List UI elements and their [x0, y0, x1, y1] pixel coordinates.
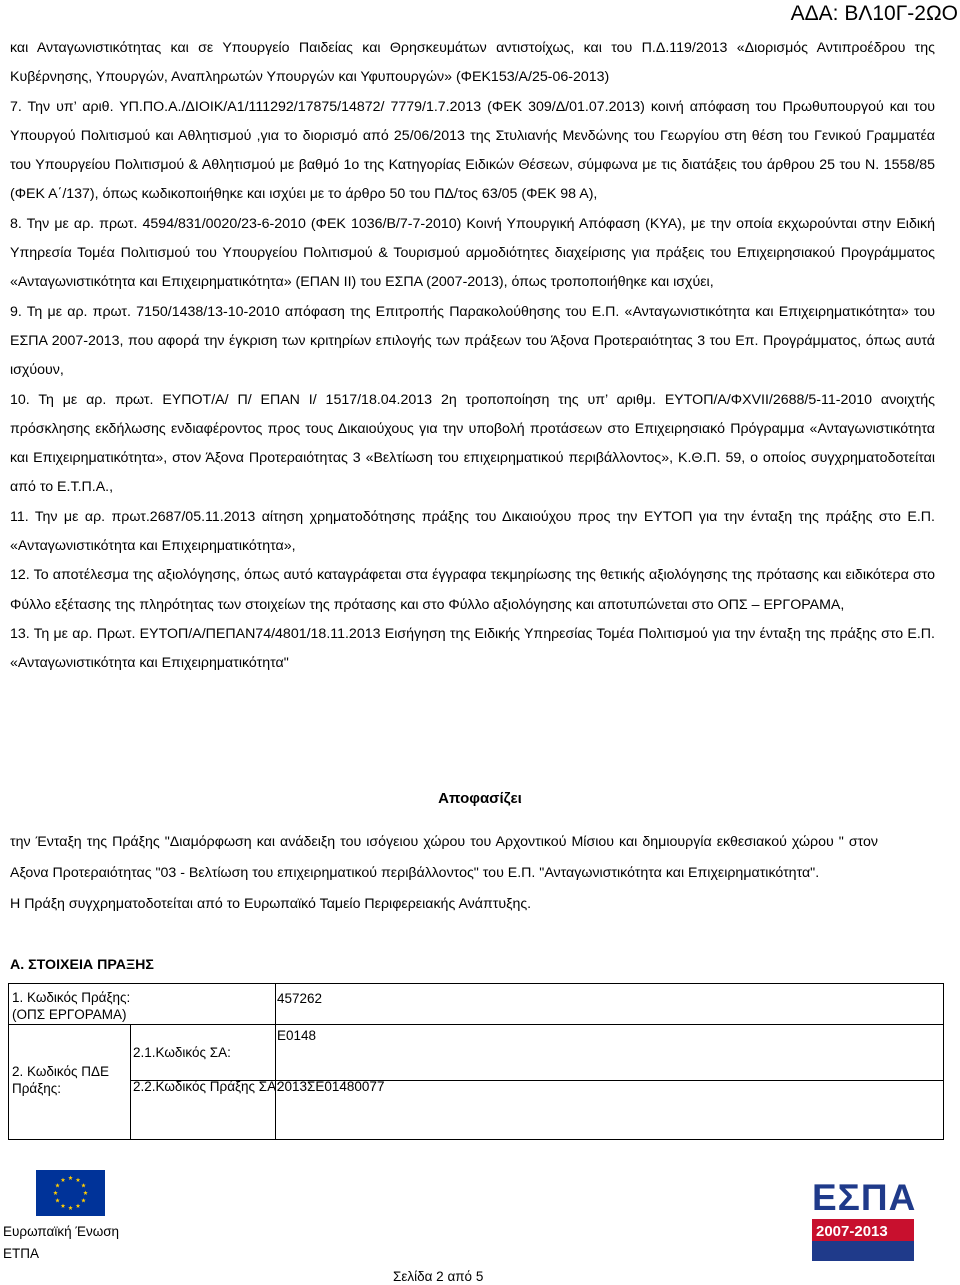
paragraph-13: 13. Τη με αρ. Πρωτ. ΕΥΤΟΠ/Α/ΠΕΠΑΝ74/4801/18.11.2013 Εισήγηση της Ειδικής Υπηρεσίας Τομέα Πολιτισμού για την ένταξη της πράξης στο Ε.Π. «Ανταγωνιστικότητα και Επιχειρηματικότητα": [10, 625, 935, 672]
table-divider: [275, 984, 276, 1139]
paragraph-9: 9. Τη με αρ. πρωτ. 7150/1438/13-10-2010 απόφαση της Επιτροπής Παρακολούθησης του Ε.Π. «Ανταγωνιστικότητα και Επιχειρηματικότητα» του ΕΣΠΑ 2007-2013, που αφορά την έγκριση των κριτηρίων επιλογής των πράξεων του Άξονα Προτεραιότητας 3 του Επ. Προγράμματος, όπως αυτά ισχύουν,: [10, 303, 935, 379]
considerations-text: [10, 34, 935, 679]
paragraph-6-cont: και Ανταγωνιστικότητας και σε Υπουργείο Παιδείας και Θρησκευμάτων αντιστοίχως, και του Π.Δ.119/2013 «Διορισμός Αντιπροέδρου της Κυβέρνησης, Υπουργών, Αναπληρωτών Υπουργών και Υφυπουργών» (ΦΕΚ153/Α/25-06-2013): [10, 40, 935, 86]
sub2-value: 2013ΣΕ01480077: [277, 1079, 385, 1094]
eu-label: Ευρωπαϊκή Ένωση: [3, 1224, 120, 1239]
row1-label: 1. Κωδικός Πράξης: (ΟΠΣ ΕΡΓΟΡΑΜΑ): [12, 990, 131, 1022]
funding-paragraph: Η Πράξη συγχρηματοδοτείται από το Ευρωπαϊκό Ταμείο Περιφερειακής Ανάπτυξης.: [10, 896, 532, 912]
sub2-label: 2.2.Κωδικός Πράξης ΣΑ:: [133, 1079, 280, 1094]
paragraph-7: 7. Την υπ’ αριθ. ΥΠ.ΠΟ.Α./ΔΙΟΙΚ/Α1/111292/17875/14872/ 7779/1.7.2013 (ΦΕΚ 309/Δ/01.07.2013) κοινή απόφαση του Πρωθυπουργού και του Υπουργού Πολιτισμού και Αθλητισμού ,για το διορισμό από 25/06/2013 της Στυλιανής Μενδώνης του Γεωργίου στη θέση του Γενικού Γραμματέα του Υπουργείου Πολιτισμού & Αθλητισμού με βαθμό 1ο της Κατηγορίας Ειδικών Θέσεων, σύμφωνα με τις διατάξεις του άρθρου 25 του Ν. 1558/85 (ΦΕΚ Α΄/137), όπως κωδικοποιήθηκε και ισχύει με το άρθρο 50 του ΠΔ/τος 63/05 (ΦΕΚ 98 Α),: [10, 98, 935, 203]
espa-logo-text: ΕΣΠΑ: [812, 1177, 917, 1218]
sub1-label: 2.1.Κωδικός ΣΑ:: [133, 1045, 231, 1060]
paragraph-10: 10. Τη με αρ. πρωτ. ΕΥΠΟΤ/Α/ Π/ ΕΠΑΝ Ι/ 1517/18.04.2013 2η τροποποίηση της υπ’ αριθμ. ΕΥΤΟΠ/Α/ΦΧVΙΙ/2688/5-11-2010 ανοιχτής πρόσκλησης εκδήλωσης ενδιαφέροντος προς τους Δικαιούχους για την υποβολή προτάσεων στο Επιχειρησιακό Πρόγραμμα «Ανταγωνιστικότητα και Επιχειρηματικότητα», στον Άξονα Προτεραιότητας 3 «Βελτίωση του επιχειρηματικού περιβάλλοντος», Κ.Θ.Π. 59, ο οποίος συγχρηματοδοτείται από το Ε.Τ.Π.Α.,: [10, 391, 935, 496]
row2-label: 2. Κωδικός ΠΔΕ Πράξης:: [12, 1064, 110, 1096]
paragraph-12: 12. Το αποτέλεσμα της αξιολόγησης, όπως αυτό καταγράφεται στα έγγραφα τεκμηρίωσης της θετικής αξιολόγησης της πρότασης και ειδικότερα στο Φύλλο εξέτασης της πληρότητας των στοιχείων της πρότασης και στο Φύλλο αξιολόγησης και αποτυπώνεται στο ΟΠΣ – ΕΡΓΟΡΑΜΑ,: [10, 567, 935, 613]
espa-logo-years: 2007-2013: [816, 1223, 888, 1240]
decision-paragraph: την Ένταξη της Πράξης "Διαμόρφωση και ανάδειξη του ισόγειου χώρου του Αρχοντικού Μίσιου και δημιουργία εκθεσιακού χώρου " στον Αξονα Προτεραιότητας "03 - Βελτίωση του επιχειρηματικού περιβάλλοντος" του Ε.Π. "Ανταγωνιστικότητα και Επιχειρηματικότητα".: [10, 834, 878, 881]
decision-heading: Αποφασίζει: [438, 790, 522, 807]
section-title: Α. ΣΤΟΙΧΕΙΑ ΠΡΑΞΗΣ: [10, 957, 154, 973]
ada-code: ΑΔΑ: ΒΛ10Γ-2ΩΟ: [790, 2, 958, 25]
sub1-value: Ε0148: [277, 1028, 317, 1043]
espa-logo-stripe: [812, 1241, 914, 1261]
eu-flag-icon: [36, 1170, 105, 1216]
action-codes-table: [8, 983, 944, 1140]
erdf-label: ΕΤΠΑ: [3, 1246, 40, 1261]
decision-text: [10, 827, 878, 920]
paragraph-11: 11. Την με αρ. πρωτ.2687/05.11.2013 αίτηση χρηματοδότησης πράξης του Δικαιούχου προς την ΕΥΤΟΠ για την ένταξη της πράξης στο Ε.Π. «Ανταγωνιστικότητα και Επιχειρηματικότητα»,: [10, 508, 935, 555]
page-number: Σελίδα 2 από 5: [393, 1269, 484, 1284]
table-divider: [130, 1024, 131, 1139]
table-divider: [9, 1024, 943, 1025]
row1-value: 457262: [277, 991, 323, 1006]
espa-logo: [812, 1178, 917, 1264]
paragraph-8: 8. Την με αρ. πρωτ. 4594/831/0020/23-6-2010 (ΦΕΚ 1036/Β/7-7-2010) Κοινή Υπουργική Απόφαση (ΚΥΑ), με την οποία εκχωρούνται στην Ειδική Υπηρεσία Τομέα Πολιτισμού του Υπουργείου Πολιτισμού & Τουρισμού αρμοδιότητες διαχείρισης για πράξεις του Επιχειρησιακού Προγράμματος «Ανταγωνιστικότητα και Επιχειρηματικότητα» (ΕΠΑΝ ΙΙ) του ΕΣΠΑ (2007-2013), όπως τροποποιήθηκε και ισχύει,: [10, 215, 935, 291]
